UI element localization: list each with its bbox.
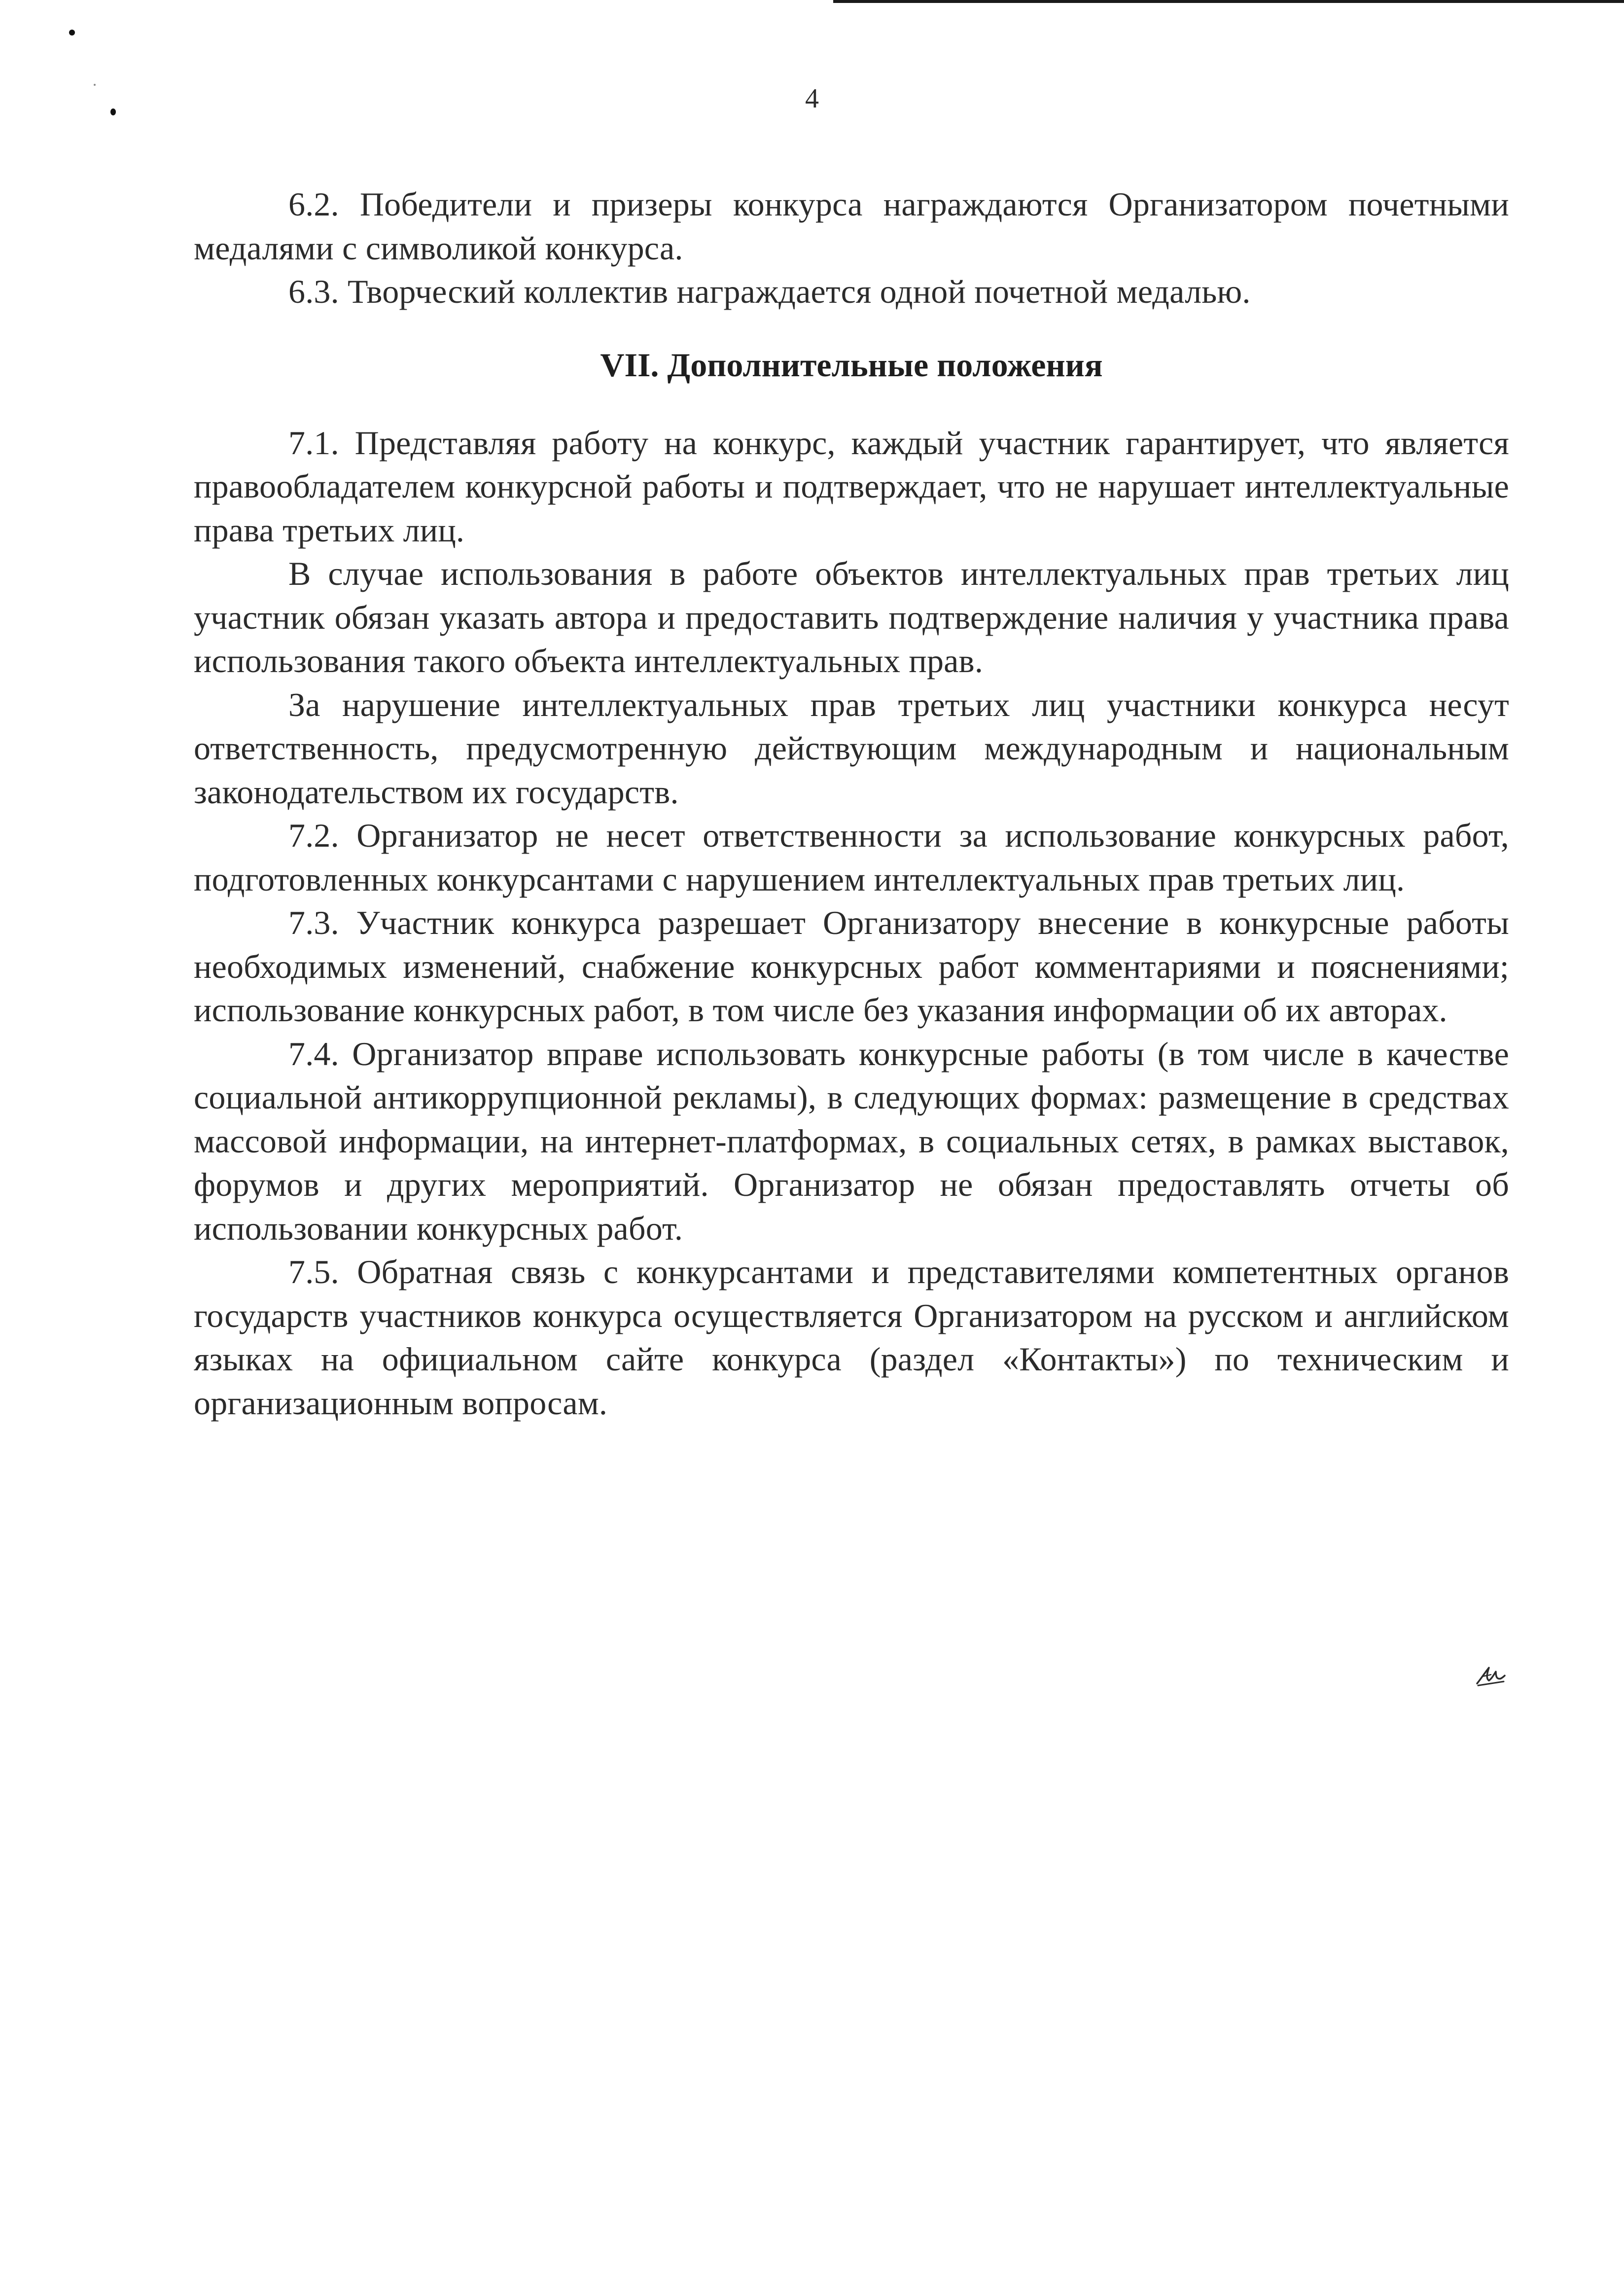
paragraph-6-3: 6.3. Творческий коллектив награждается одной почетной медалью.: [288, 273, 1251, 310]
section-heading: VII. Дополнительные положения: [600, 346, 1103, 384]
scan-edge-line: [833, 0, 1624, 3]
paragraph-7-5: 7.5. Обратная связь с конкурсантами и представителями компетентных органов государств участников конкурса осуществляется Организатором на русском и английском языках на официальном сайте конкурса (раздел «Контакты») по техническим и организационным вопросам.: [194, 1253, 1509, 1422]
handwritten-initials-icon: [1474, 1664, 1507, 1688]
paragraph-7-3: 7.3. Участник конкурса разрешает Организатору внесение в конкурсные работы необходимых изменений, снабжение конкурсных работ комментариями и пояснениями; использование конкурсных работ, в том числе без указания информации об их авторах.: [194, 904, 1509, 1029]
paragraph-7-4: 7.4. Организатор вправе использовать конкурсные работы (в том числе в качестве социальной антикоррупционной рекламы), в следующих формах: размещение в средствах массовой информации, на интернет-платформах, в социальных сетях, в рамках выставок, форумов и других мероприятий. Организатор не обязан предоставлять отчеты об использовании конкурсных работ.: [194, 1035, 1509, 1247]
document-body: [194, 182, 1509, 1425]
paragraph-7-1-c: За нарушение интеллектуальных прав третьих лиц участники конкурса несут ответственность, предусмотренную действующим международным и национальным законодательством их государств.: [194, 685, 1509, 811]
paragraph-6-2: 6.2. Победители и призеры конкурса награждаются Организатором почетными медалями с символикой конкурса.: [194, 185, 1509, 267]
paragraph-7-2: 7.2. Организатор не несет ответственности за использование конкурсных работ, подготовленных конкурсантами с нарушением интеллектуальных прав третьих лиц.: [194, 817, 1509, 898]
scan-speck: [69, 30, 75, 36]
paragraph-7-1-b: В случае использования в работе объектов интеллектуальных прав третьих лиц участник обязан указать автора и предоставить подтверждение наличия у участника права использования такого объекта интеллектуальных прав.: [194, 555, 1509, 680]
paragraph-7-1: 7.1. Представляя работу на конкурс, каждый участник гарантирует, что является правообладателем конкурсной работы и подтверждает, что не нарушает интеллектуальные права третьих лиц.: [194, 424, 1509, 549]
page-number: 4: [805, 83, 819, 114]
